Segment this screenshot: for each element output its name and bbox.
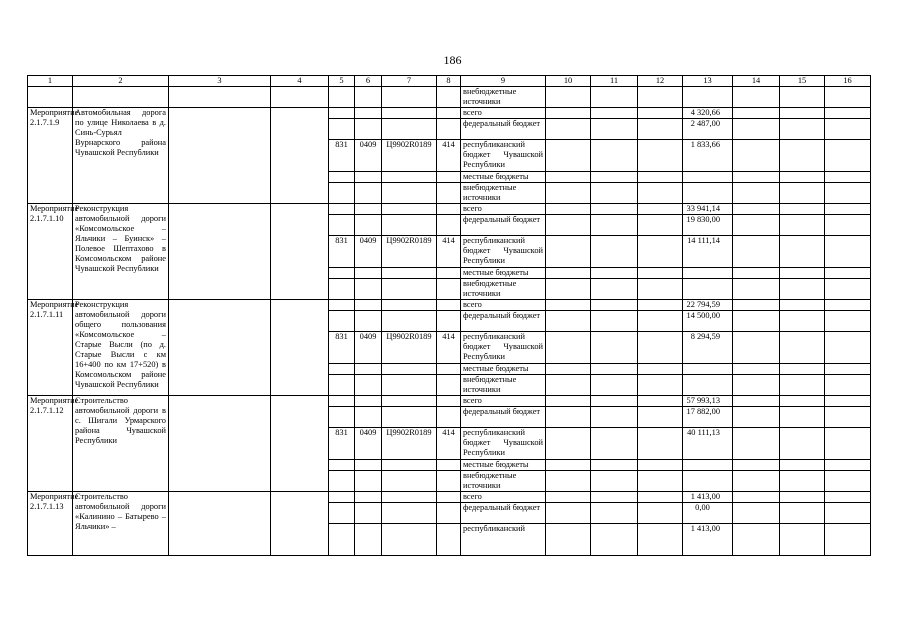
funding-source-cell: республиканский бюджет Чувашской Республики: [461, 140, 546, 172]
column-header-row: [28, 76, 871, 87]
code-cell: 414: [437, 140, 461, 172]
code-cell: 0409: [355, 332, 382, 364]
funding-source-cell: республиканский бюджет Чувашской Республики: [461, 236, 546, 268]
amount-cell: 2 487,00: [683, 119, 733, 140]
amount-cell: 33 941,14: [683, 204, 733, 215]
amount-cell: [683, 460, 733, 471]
event-name-cell: Реконструкция автомобильной дороги «Комсомольское – Яльчики – Буинск» – Полевое Шептахово в Комсомольском районе Чувашской Республики: [73, 204, 169, 300]
budget-table: [27, 75, 871, 556]
table-row: [28, 492, 871, 503]
amount-cell: [683, 172, 733, 183]
page-number: 186: [443, 53, 462, 67]
column-header: 16: [825, 76, 871, 87]
amount-cell: 19 830,00: [683, 215, 733, 236]
code-cell: 831: [329, 236, 355, 268]
table-row: [28, 300, 871, 311]
funding-source-cell: республиканский бюджет Чувашской Республики: [461, 332, 546, 364]
funding-source-cell: всего: [461, 108, 546, 119]
amount-cell: [683, 268, 733, 279]
code-cell: 831: [329, 140, 355, 172]
funding-source-cell: внебюджетные источники: [461, 375, 546, 396]
column-header: 6: [355, 76, 382, 87]
funding-source-cell: всего: [461, 300, 546, 311]
funding-source-cell: внебюджетные источники: [461, 471, 546, 492]
amount-cell: 40 111,13: [683, 428, 733, 460]
code-cell: Ц9902R0189: [382, 236, 437, 268]
column-header: 1: [28, 76, 73, 87]
table-row: [28, 204, 871, 215]
code-cell: Ц9902R0189: [382, 140, 437, 172]
amount-cell: 1 413,00: [683, 524, 733, 556]
amount-cell: 0,00: [683, 503, 733, 524]
event-id-cell: Мероприятие 2.1.7.1.9: [28, 108, 73, 204]
column-header: 4: [271, 76, 329, 87]
table-row: [28, 396, 871, 407]
funding-source-cell: местные бюджеты: [461, 460, 546, 471]
amount-cell: 8 294,59: [683, 332, 733, 364]
funding-source-cell: федеральный бюджет: [461, 503, 546, 524]
amount-cell: [683, 375, 733, 396]
code-cell: 0409: [355, 140, 382, 172]
code-cell: 414: [437, 332, 461, 364]
event-id-cell: Мероприятие 2.1.7.1.12: [28, 396, 73, 492]
funding-source-cell: федеральный бюджет: [461, 119, 546, 140]
event-name-cell: Строительство автомобильной дороги «Калинино – Батырево – Яльчики» –: [73, 492, 169, 556]
funding-source-cell: всего: [461, 204, 546, 215]
column-header: 2: [73, 76, 169, 87]
column-header: 5: [329, 76, 355, 87]
column-header: 13: [683, 76, 733, 87]
amount-cell: 1 833,66: [683, 140, 733, 172]
amount-cell: 14 111,14: [683, 236, 733, 268]
amount-cell: 1 413,00: [683, 492, 733, 503]
funding-source-cell: республиканский бюджет Чувашской Республики: [461, 428, 546, 460]
funding-source-cell: внебюджетные источники: [461, 279, 546, 300]
code-cell: 831: [329, 332, 355, 364]
funding-source-cell: местные бюджеты: [461, 268, 546, 279]
column-header: 11: [591, 76, 638, 87]
funding-source-cell: всего: [461, 492, 546, 503]
column-header: 9: [461, 76, 546, 87]
funding-source-cell: федеральный бюджет: [461, 407, 546, 428]
column-header: 3: [169, 76, 271, 87]
amount-cell: 17 882,00: [683, 407, 733, 428]
code-cell: 0409: [355, 236, 382, 268]
amount-cell: 22 794,59: [683, 300, 733, 311]
funding-source-cell: республиканский: [461, 524, 546, 556]
funding-source-cell: местные бюджеты: [461, 364, 546, 375]
amount-cell: 57 993,13: [683, 396, 733, 407]
funding-source-cell: федеральный бюджет: [461, 311, 546, 332]
code-cell: 414: [437, 236, 461, 268]
amount-cell: [683, 279, 733, 300]
funding-source-cell: всего: [461, 396, 546, 407]
table-row: [28, 87, 871, 108]
column-header: 15: [780, 76, 825, 87]
code-cell: Ц9902R0189: [382, 332, 437, 364]
table-row: [28, 108, 871, 119]
code-cell: 414: [437, 428, 461, 460]
funding-source-cell: внебюджетные источники: [461, 183, 546, 204]
column-header: 7: [382, 76, 437, 87]
event-id-cell: Мероприятие 2.1.7.1.13: [28, 492, 73, 556]
code-cell: 831: [329, 428, 355, 460]
code-cell: 0409: [355, 428, 382, 460]
event-name-cell: Строительство автомобильной дороги в с. Шигали Урмарского района Чувашской Республики: [73, 396, 169, 492]
funding-source-cell: федеральный бюджет: [461, 215, 546, 236]
code-cell: Ц9902R0189: [382, 428, 437, 460]
amount-cell: [683, 471, 733, 492]
event-id-cell: Мероприятие 2.1.7.1.10: [28, 204, 73, 300]
funding-source-cell: внебюджетные источники: [461, 87, 546, 108]
amount-cell: [683, 364, 733, 375]
amount-cell: 4 320,66: [683, 108, 733, 119]
column-header: 8: [437, 76, 461, 87]
amount-cell: 14 500,00: [683, 311, 733, 332]
event-name-cell: Автомобильная дорога по улице Николаева в д. Синь-Сурьял Вурнарского района Чувашской Республики: [73, 108, 169, 204]
event-name-cell: Реконструкция автомобильной дороги общего пользования «Комсомольское – Старые Высли (по д. Старые Высли с км 16+400 по км 17+520) в Комсомольском районе Чувашской Республики: [73, 300, 169, 396]
amount-cell: [683, 183, 733, 204]
event-id-cell: Мероприятие 2.1.7.1.11: [28, 300, 73, 396]
column-header: 14: [733, 76, 780, 87]
column-header: 12: [638, 76, 683, 87]
funding-source-cell: местные бюджеты: [461, 172, 546, 183]
column-header: 10: [546, 76, 591, 87]
